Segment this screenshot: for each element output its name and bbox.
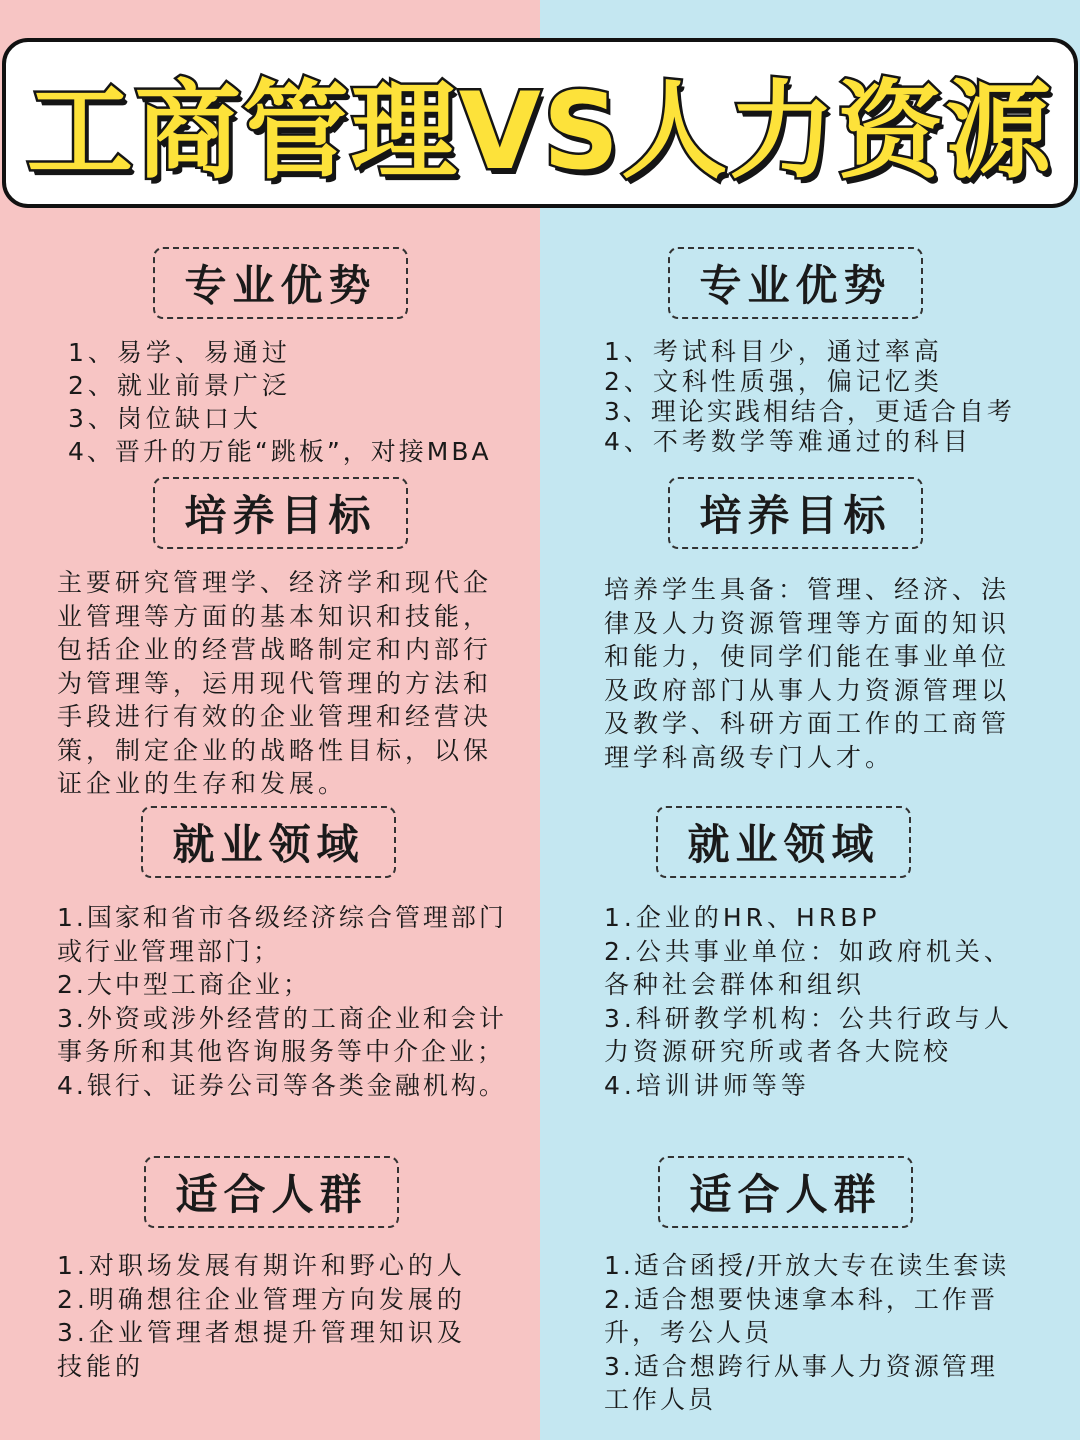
right-audience-text [604, 1249, 1009, 1417]
right-audience-heading: 适合人群 [658, 1156, 913, 1228]
text-line: 包括企业的经营战略制定和内部行 [57, 635, 493, 664]
left-audience-text [57, 1249, 466, 1383]
text-line: 2.公共事业单位：如政府机关、 [604, 936, 1013, 966]
text-line: 各种社会群体和组织 [604, 970, 866, 999]
list-item: 2、文科性质强，偏记忆类 [604, 367, 943, 396]
right-advantages-heading: 专业优势 [668, 247, 923, 319]
text-line: 4.培训讲师等等 [604, 1070, 810, 1100]
text-line: 培养学生具备：管理、经济、法 [604, 575, 1011, 604]
left-employment-text [57, 901, 507, 1102]
text-line: 和能力，使同学们能在事业单位 [604, 642, 1011, 671]
left-goals-text [57, 566, 492, 801]
text-line: 工作人员 [604, 1385, 717, 1414]
text-line: 1.适合函授/开放大专在读生套读 [604, 1251, 1010, 1280]
title-banner [2, 38, 1078, 208]
text-line: 理学科高级专门人才。 [604, 742, 895, 772]
list-item: 1、考试科目少，通过率高 [604, 337, 943, 366]
text-line: 策，制定企业的战略性目标，以保 [57, 735, 493, 765]
right-advantages-list [604, 332, 1015, 456]
text-line: 或行业管理部门； [57, 936, 282, 966]
left-advantages-list [68, 333, 492, 465]
left-goals-heading: 培养目标 [153, 477, 408, 549]
text-line: 技能的 [57, 1351, 145, 1381]
list-item: 4、不考数学等难通过的科目 [604, 427, 972, 456]
list-item: 2、就业前景广泛 [68, 371, 291, 400]
text-line: 为管理等，运用现代管理的方法和 [57, 668, 493, 698]
text-line: 及政府部门从事人力资源管理以 [604, 675, 1011, 705]
text-line: 事务所和其他咨询服务等中介企业； [57, 1037, 506, 1066]
text-line: 2.大中型工商企业； [57, 970, 311, 999]
text-line: 律及人力资源管理等方面的知识 [604, 608, 1011, 638]
text-line: 2.适合想要快速拿本科，工作晋 [604, 1284, 998, 1314]
list-item: 1、易学、易通过 [68, 338, 291, 367]
right-goals-text [604, 573, 1010, 774]
page-title: 工商管理VS人力资源 [26, 70, 1054, 193]
left-employment-heading: 就业领域 [141, 806, 396, 878]
right-employment-text [604, 901, 1013, 1102]
text-line: 手段进行有效的企业管理和经营决 [57, 702, 493, 731]
text-line: 2.明确想往企业管理方向发展的 [57, 1284, 466, 1314]
list-item: 4、晋升的万能“跳板”，对接MBA [68, 437, 492, 466]
text-line: 1.对职场发展有期许和野心的人 [57, 1251, 466, 1280]
list-item: 3、理论实践相结合，更适合自考 [604, 397, 1015, 426]
text-line: 3.适合想跨行从事人力资源管理 [604, 1351, 998, 1381]
text-line: 业管理等方面的基本知识和技能， [57, 601, 493, 631]
text-line: 证企业的生存和发展。 [57, 769, 348, 798]
left-audience-heading: 适合人群 [144, 1156, 399, 1228]
text-line: 3.外资或涉外经营的工商企业和会计 [57, 1003, 507, 1033]
text-line: 及教学、科研方面工作的工商管 [604, 709, 1011, 738]
text-line: 主要研究管理学、经济学和现代企 [57, 568, 493, 597]
text-line: 升，考公人员 [604, 1318, 773, 1347]
list-item: 3、岗位缺口大 [68, 404, 262, 433]
text-line: 3.企业管理者想提升管理知识及 [57, 1318, 466, 1347]
text-line: 1.国家和省市各级经济综合管理部门 [57, 903, 507, 932]
text-line: 3.科研教学机构：公共行政与人 [604, 1003, 1013, 1033]
right-employment-heading: 就业领域 [656, 806, 911, 878]
text-line: 1.企业的HR、HRBP [604, 903, 881, 932]
left-advantages-heading: 专业优势 [153, 247, 408, 319]
text-line: 力资源研究所或者各大院校 [604, 1037, 953, 1066]
text-line: 4.银行、证券公司等各类金融机构。 [57, 1070, 507, 1100]
right-goals-heading: 培养目标 [668, 477, 923, 549]
